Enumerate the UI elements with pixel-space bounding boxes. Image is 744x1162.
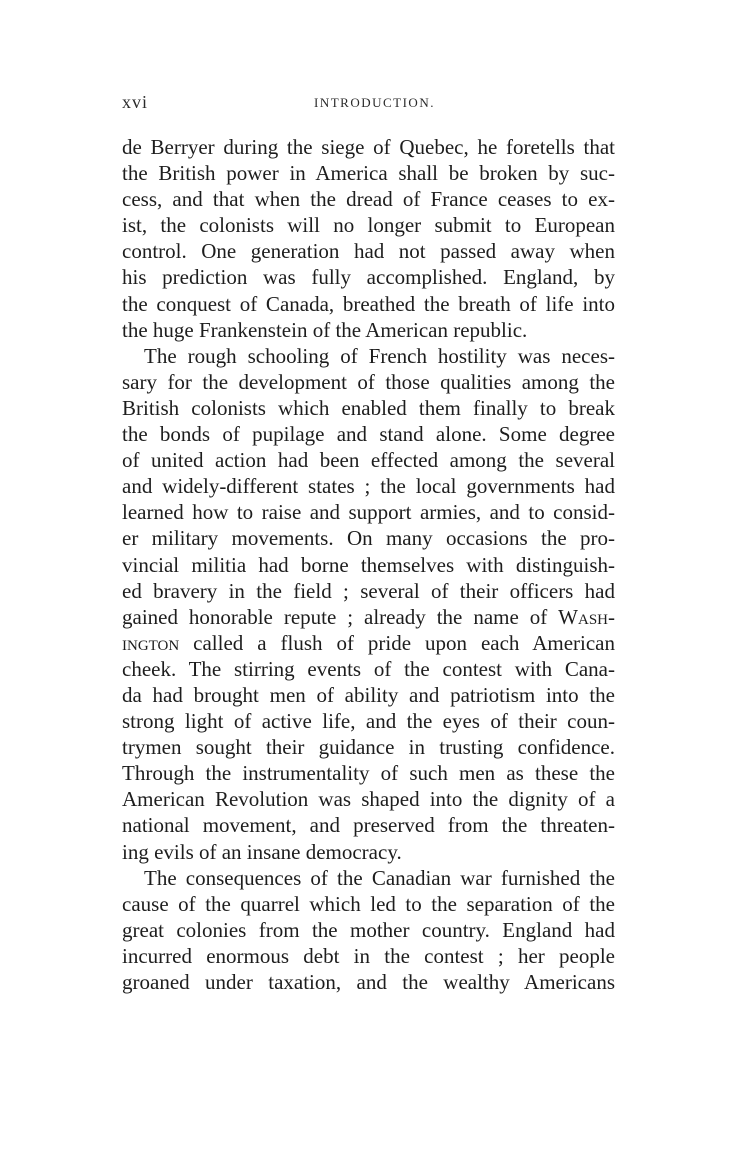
- body-text: [122, 134, 615, 995]
- text-line: his prediction was fully accomplished. England, by: [122, 265, 615, 290]
- text-line: strong light of active life, and the eyes of their coun-: [122, 709, 615, 734]
- text-line: the conquest of Canada, breathed the breath of life into: [122, 291, 615, 316]
- text-line: groaned under taxation, and the wealthy Americans: [122, 970, 615, 994]
- text-line: American Revolution was shaped into the dignity of a: [122, 787, 615, 812]
- text-line: gained honorable repute ; already the name of Wash-: [122, 604, 615, 629]
- running-head: [122, 92, 614, 114]
- text-line: of united action had been effected among the several: [122, 448, 615, 473]
- text-line: sary for the development of those qualities among the: [122, 369, 615, 394]
- text-line: ist, the colonists will no longer submit to European: [122, 213, 615, 238]
- text-line: the bonds of pupilage and stand alone. Some degree: [122, 422, 615, 447]
- text-line: ington called a flush of pride upon each American: [122, 630, 615, 655]
- text-line: the huge Frankenstein of the American republic.: [122, 317, 528, 342]
- text-line: the British power in America shall be broken by suc-: [122, 161, 615, 186]
- text-line: national movement, and preserved from the threaten-: [122, 813, 615, 838]
- paragraph-start-line: The consequences of the Canadian war furnished the: [144, 865, 615, 890]
- text-line: and widely-different states ; the local governments had: [122, 474, 615, 499]
- small-caps-name: Wash-: [558, 604, 615, 629]
- text-line: cause of the quarrel which led to the separation of the: [122, 891, 615, 916]
- text-line: er military movements. On many occasions the pro-: [122, 526, 615, 551]
- text-line: great colonies from the mother country. England had: [122, 917, 615, 942]
- text-line: cess, and that when the dread of France ceases to ex-: [122, 187, 615, 212]
- paragraph-start-line: The rough schooling of French hostility was neces-: [144, 343, 615, 368]
- text-line: control. One generation had not passed away when: [122, 239, 615, 264]
- text-line: incurred enormous debt in the contest ; her people: [122, 943, 615, 968]
- small-caps-name: ington: [122, 630, 180, 655]
- text-line: cheek. The stirring events of the contest with Cana-: [122, 656, 615, 681]
- text-line: de Berryer during the siege of Quebec, he foretells that: [122, 135, 615, 159]
- text-line: vincial militia had borne themselves with distinguish-: [122, 552, 615, 577]
- text-line: ing evils of an insane democracy.: [122, 839, 402, 864]
- chapter-title: INTRODUCTION.: [314, 95, 435, 110]
- text-line: learned how to raise and support armies, and to consid-: [122, 500, 615, 525]
- page-number: xvi: [122, 92, 149, 112]
- text-line: trymen sought their guidance in trusting confidence.: [122, 735, 615, 760]
- text-line: ed bravery in the field ; several of their officers had: [122, 578, 615, 603]
- text-line: Through the instrumentality of such men as these the: [122, 761, 615, 786]
- text-line: British colonists which enabled them finally to break: [122, 395, 615, 420]
- text-line: da had brought men of ability and patriotism into the: [122, 682, 615, 707]
